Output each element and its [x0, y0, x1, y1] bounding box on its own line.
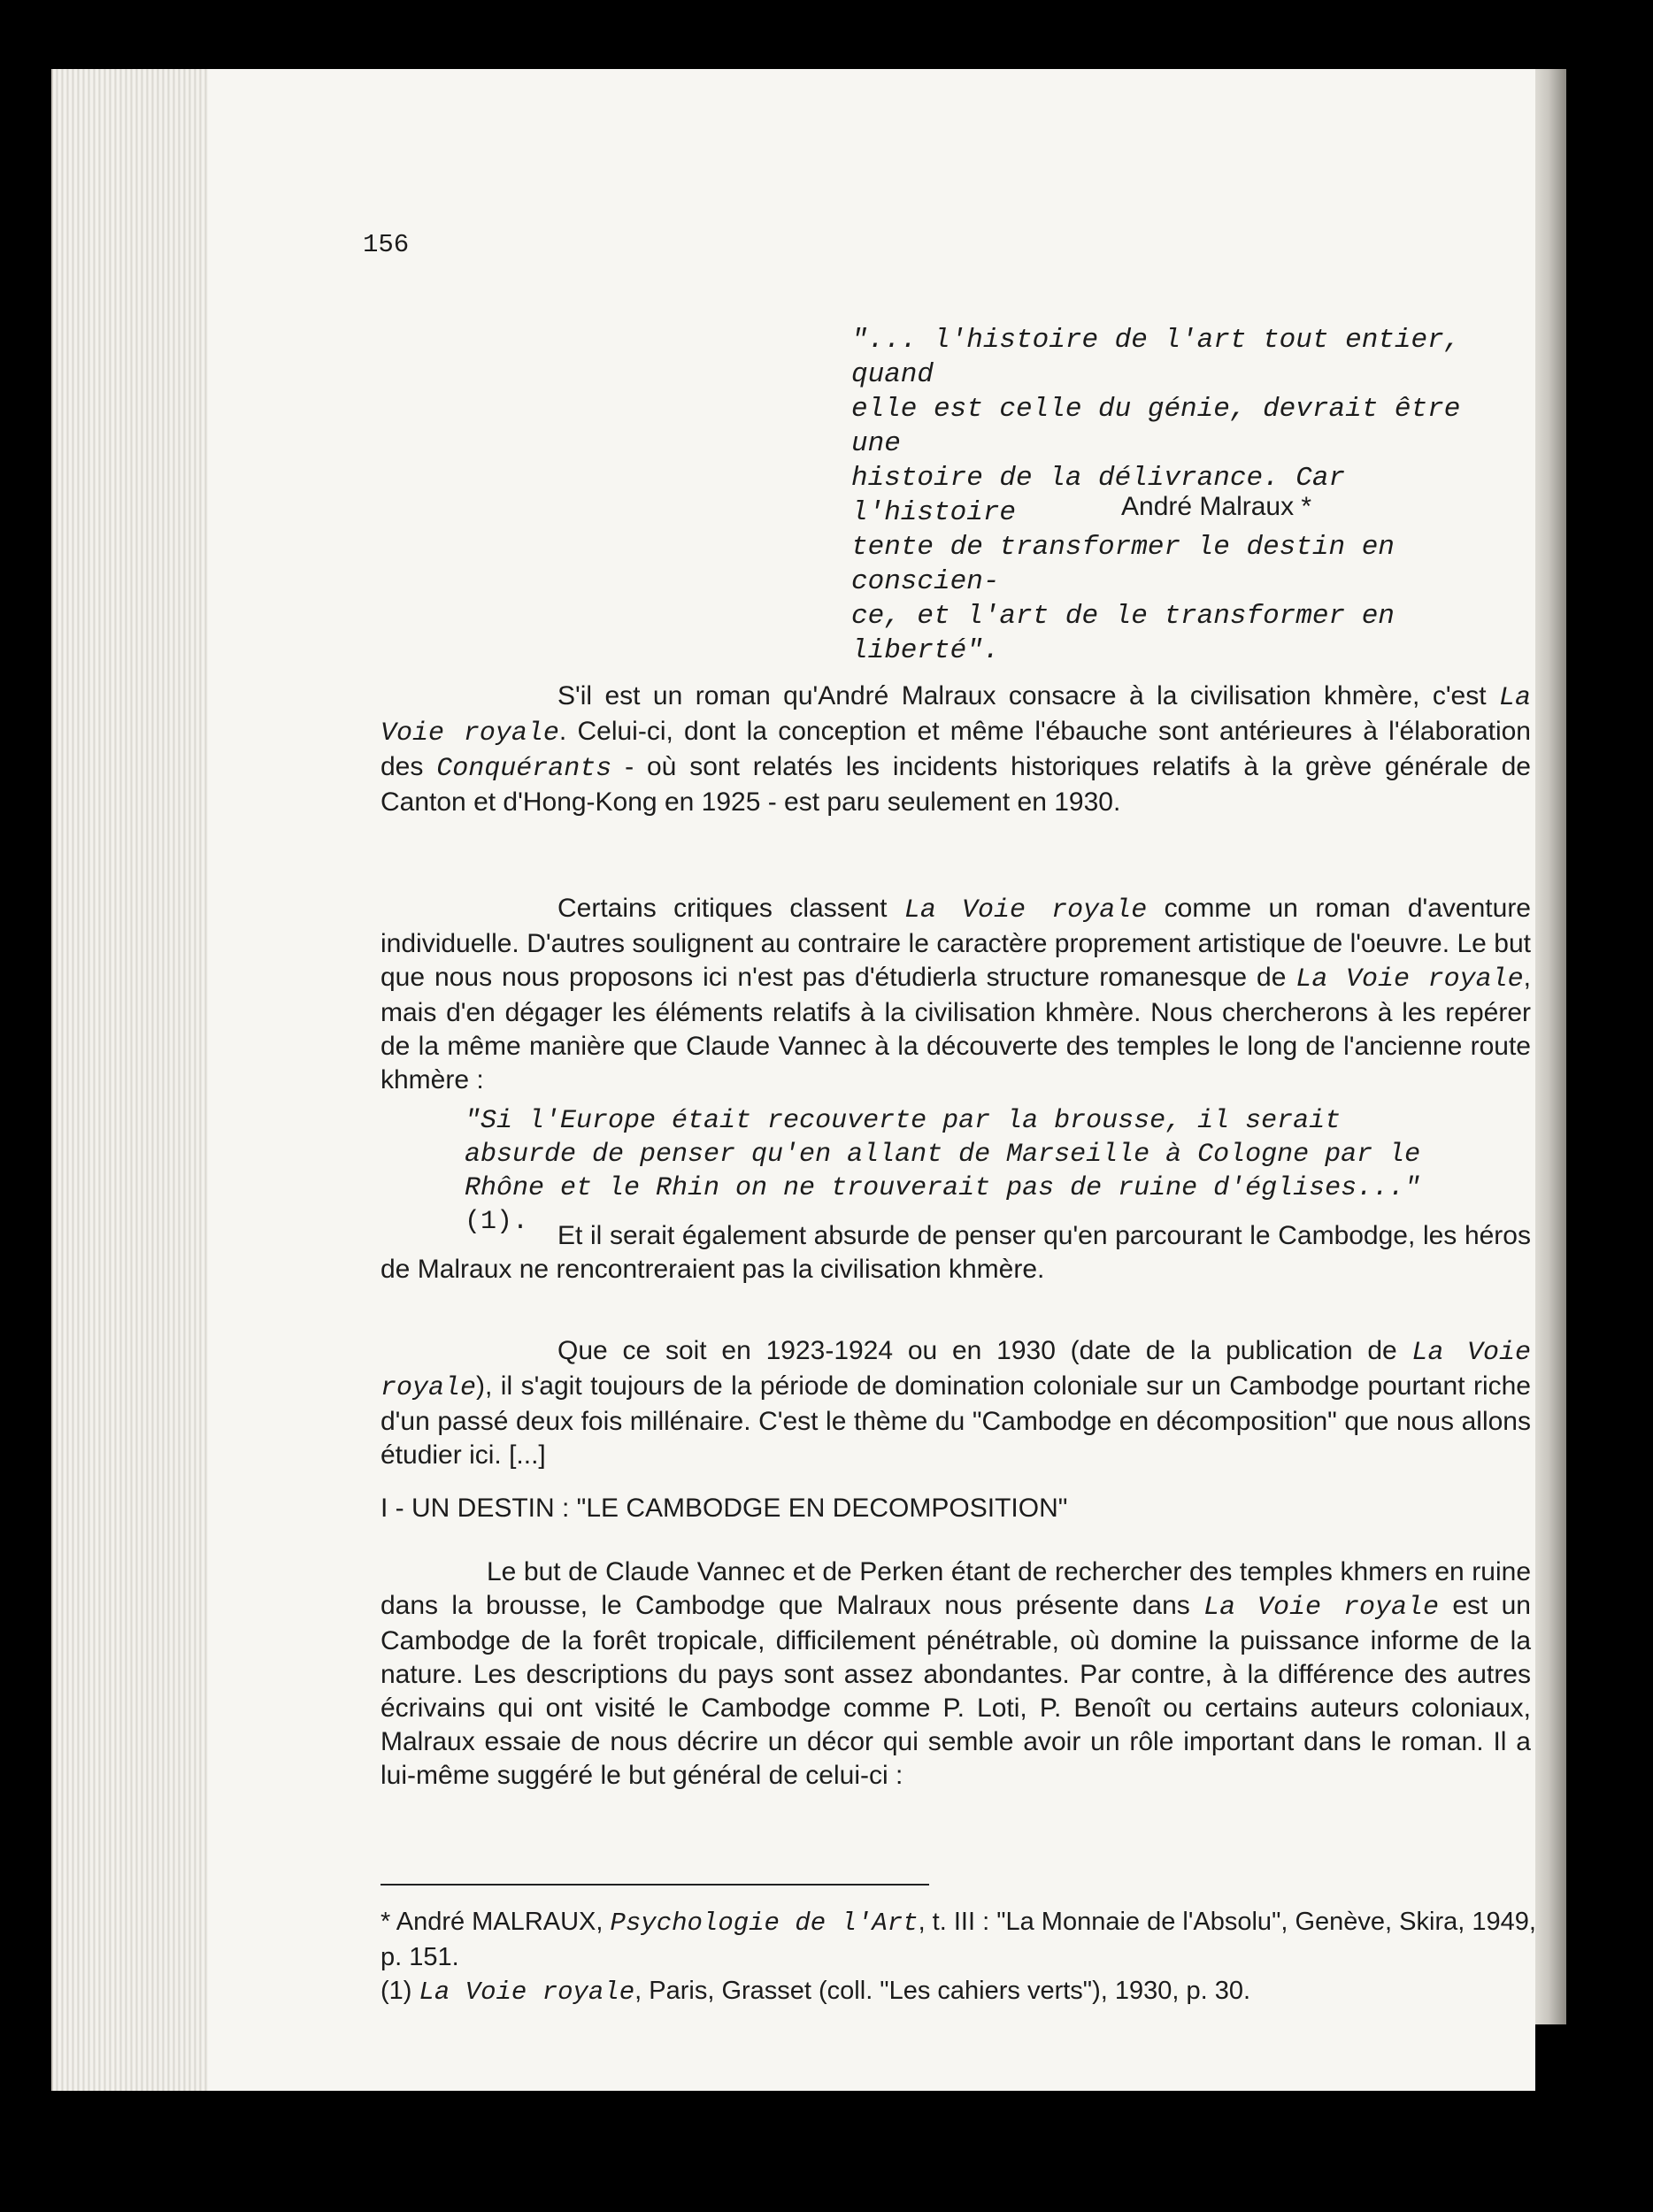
- text-run: - où sont relatés les incidents historiques relatifs à la grève générale de Canton et d'Hong-Kong en 1925 - est paru seulement en 1930.: [381, 752, 1531, 817]
- text-run: Et il serait également absurde de penser qu'en parcourant le Cambodge, les héros de Malraux ne rencontreraient pas la civilisation khmère.: [381, 1221, 1531, 1284]
- book-page: [208, 69, 1535, 2091]
- text-run: Le but de Claude Vannec et de Perken étant de rechercher des temples khmers en ruine dans la brousse, le Cambodge que Malraux nous présente dans: [381, 1557, 1531, 1620]
- section-heading: I - UN DESTIN : "LE CAMBODGE EN DECOMPOSITION": [381, 1494, 1068, 1523]
- text-run: Certains critiques classent: [557, 894, 904, 923]
- text-run: , mais d'en dégager les éléments relatifs à la civilisation khmère. Nous chercherons à les repérer de la même manière que Claude Vannec à la découverte des temples le long de l'ancienne route khmère :: [381, 963, 1531, 1094]
- paragraph-3: [381, 1219, 1531, 1286]
- text-run: comme un roman d'aventure individuelle. D'autres soulignent au contraire le caractère proprement artistique de l'oeuvre. Le but que nous nous proposons ici n'est pas d'étudierla structure romanesque de: [381, 894, 1531, 992]
- epigraph-line: tente de transformer le destin en conscien-: [851, 532, 1395, 597]
- footnote-ref: (1).: [465, 1207, 529, 1237]
- block-quote-text: "Si l'Europe était recouverte par la brousse, il serait absurde de penser qu'en allant de Marseille à Cologne par le Rhône et le Rhin on ne trouverait pas de ruine d'églises...": [465, 1106, 1421, 1203]
- book-page-edges: [51, 69, 221, 2091]
- paragraph-4: [381, 1334, 1531, 1472]
- italic-title: La Voie royale: [381, 1338, 1531, 1403]
- italic-title: Psychologie de l'Art: [610, 1909, 919, 1938]
- text-run: , t. III : "La Monnaie de l'Absolu", Genève, Skira, 1949, p. 151.: [381, 1908, 1536, 1971]
- paragraph-2: [381, 892, 1531, 1097]
- footnotes: [381, 1905, 1549, 2009]
- footnote-divider: [381, 1884, 929, 1886]
- text-run: * André MALRAUX,: [381, 1908, 611, 1936]
- italic-title: La Voie royale: [1203, 1593, 1440, 1623]
- italic-title: La Voie royale: [419, 1978, 635, 2007]
- text-run: . Celui-ci, dont la conception et même l'ébauche sont antérieures à l'élaboration des: [381, 717, 1531, 781]
- epigraph-line: ce, et l'art de le transformer en liberté".: [851, 601, 1395, 666]
- text-run: est un Cambodge de la forêt tropicale, difficilement pénétrable, où domine la puissance informe de la nature. Les descriptions du pays sont assez abondantes. Par contre, à la différence des autres écrivains qui ont visité le Cambodge comme P. Loti, P. Benoît ou certains auteurs coloniaux, Malraux essaie de nous décrire un décor qui semble avoir un rôle important dans le roman. Il a lui-même suggéré le but général de celui-ci :: [381, 1591, 1531, 1790]
- italic-title: La Voie royale: [903, 895, 1148, 926]
- footnote-1: [381, 1905, 1549, 1974]
- text-run: Que ce soit en 1923-1924 ou en 1930 (date de la publication de: [557, 1336, 1412, 1365]
- epigraph-line: elle est celle du génie, devrait être une: [851, 394, 1461, 459]
- text-run: ), il s'agit toujours de la période de domination coloniale sur un Cambodge pourtant riche d'un passé deux fois millénaire. C'est le thème du "Cambodge en décomposition" que nous allons étudier ici. [...]: [381, 1371, 1531, 1470]
- text-run: (1): [381, 1977, 419, 2005]
- text-run: S'il est un roman qu'André Malraux consacre à la civilisation khmère, c'est: [557, 681, 1499, 710]
- text-run: , Paris, Grasset (coll. "Les cahiers verts"), 1930, p. 30.: [634, 1977, 1251, 2005]
- italic-title: La Voie royale: [1295, 964, 1524, 995]
- page-number: 156: [363, 230, 410, 259]
- paragraph-1: [381, 680, 1531, 819]
- epigraph-line: histoire de la délivrance. Car l'histoire: [851, 463, 1346, 528]
- italic-title: La Voie royale: [381, 683, 1531, 749]
- epigraph-attribution: André Malraux *: [1121, 492, 1312, 521]
- epigraph-line: "... l'histoire de l'art tout entier, quand: [851, 325, 1461, 390]
- paragraph-5: [381, 1555, 1531, 1793]
- italic-title: Conquérants: [436, 754, 612, 784]
- footnote-2: [381, 1974, 1549, 2009]
